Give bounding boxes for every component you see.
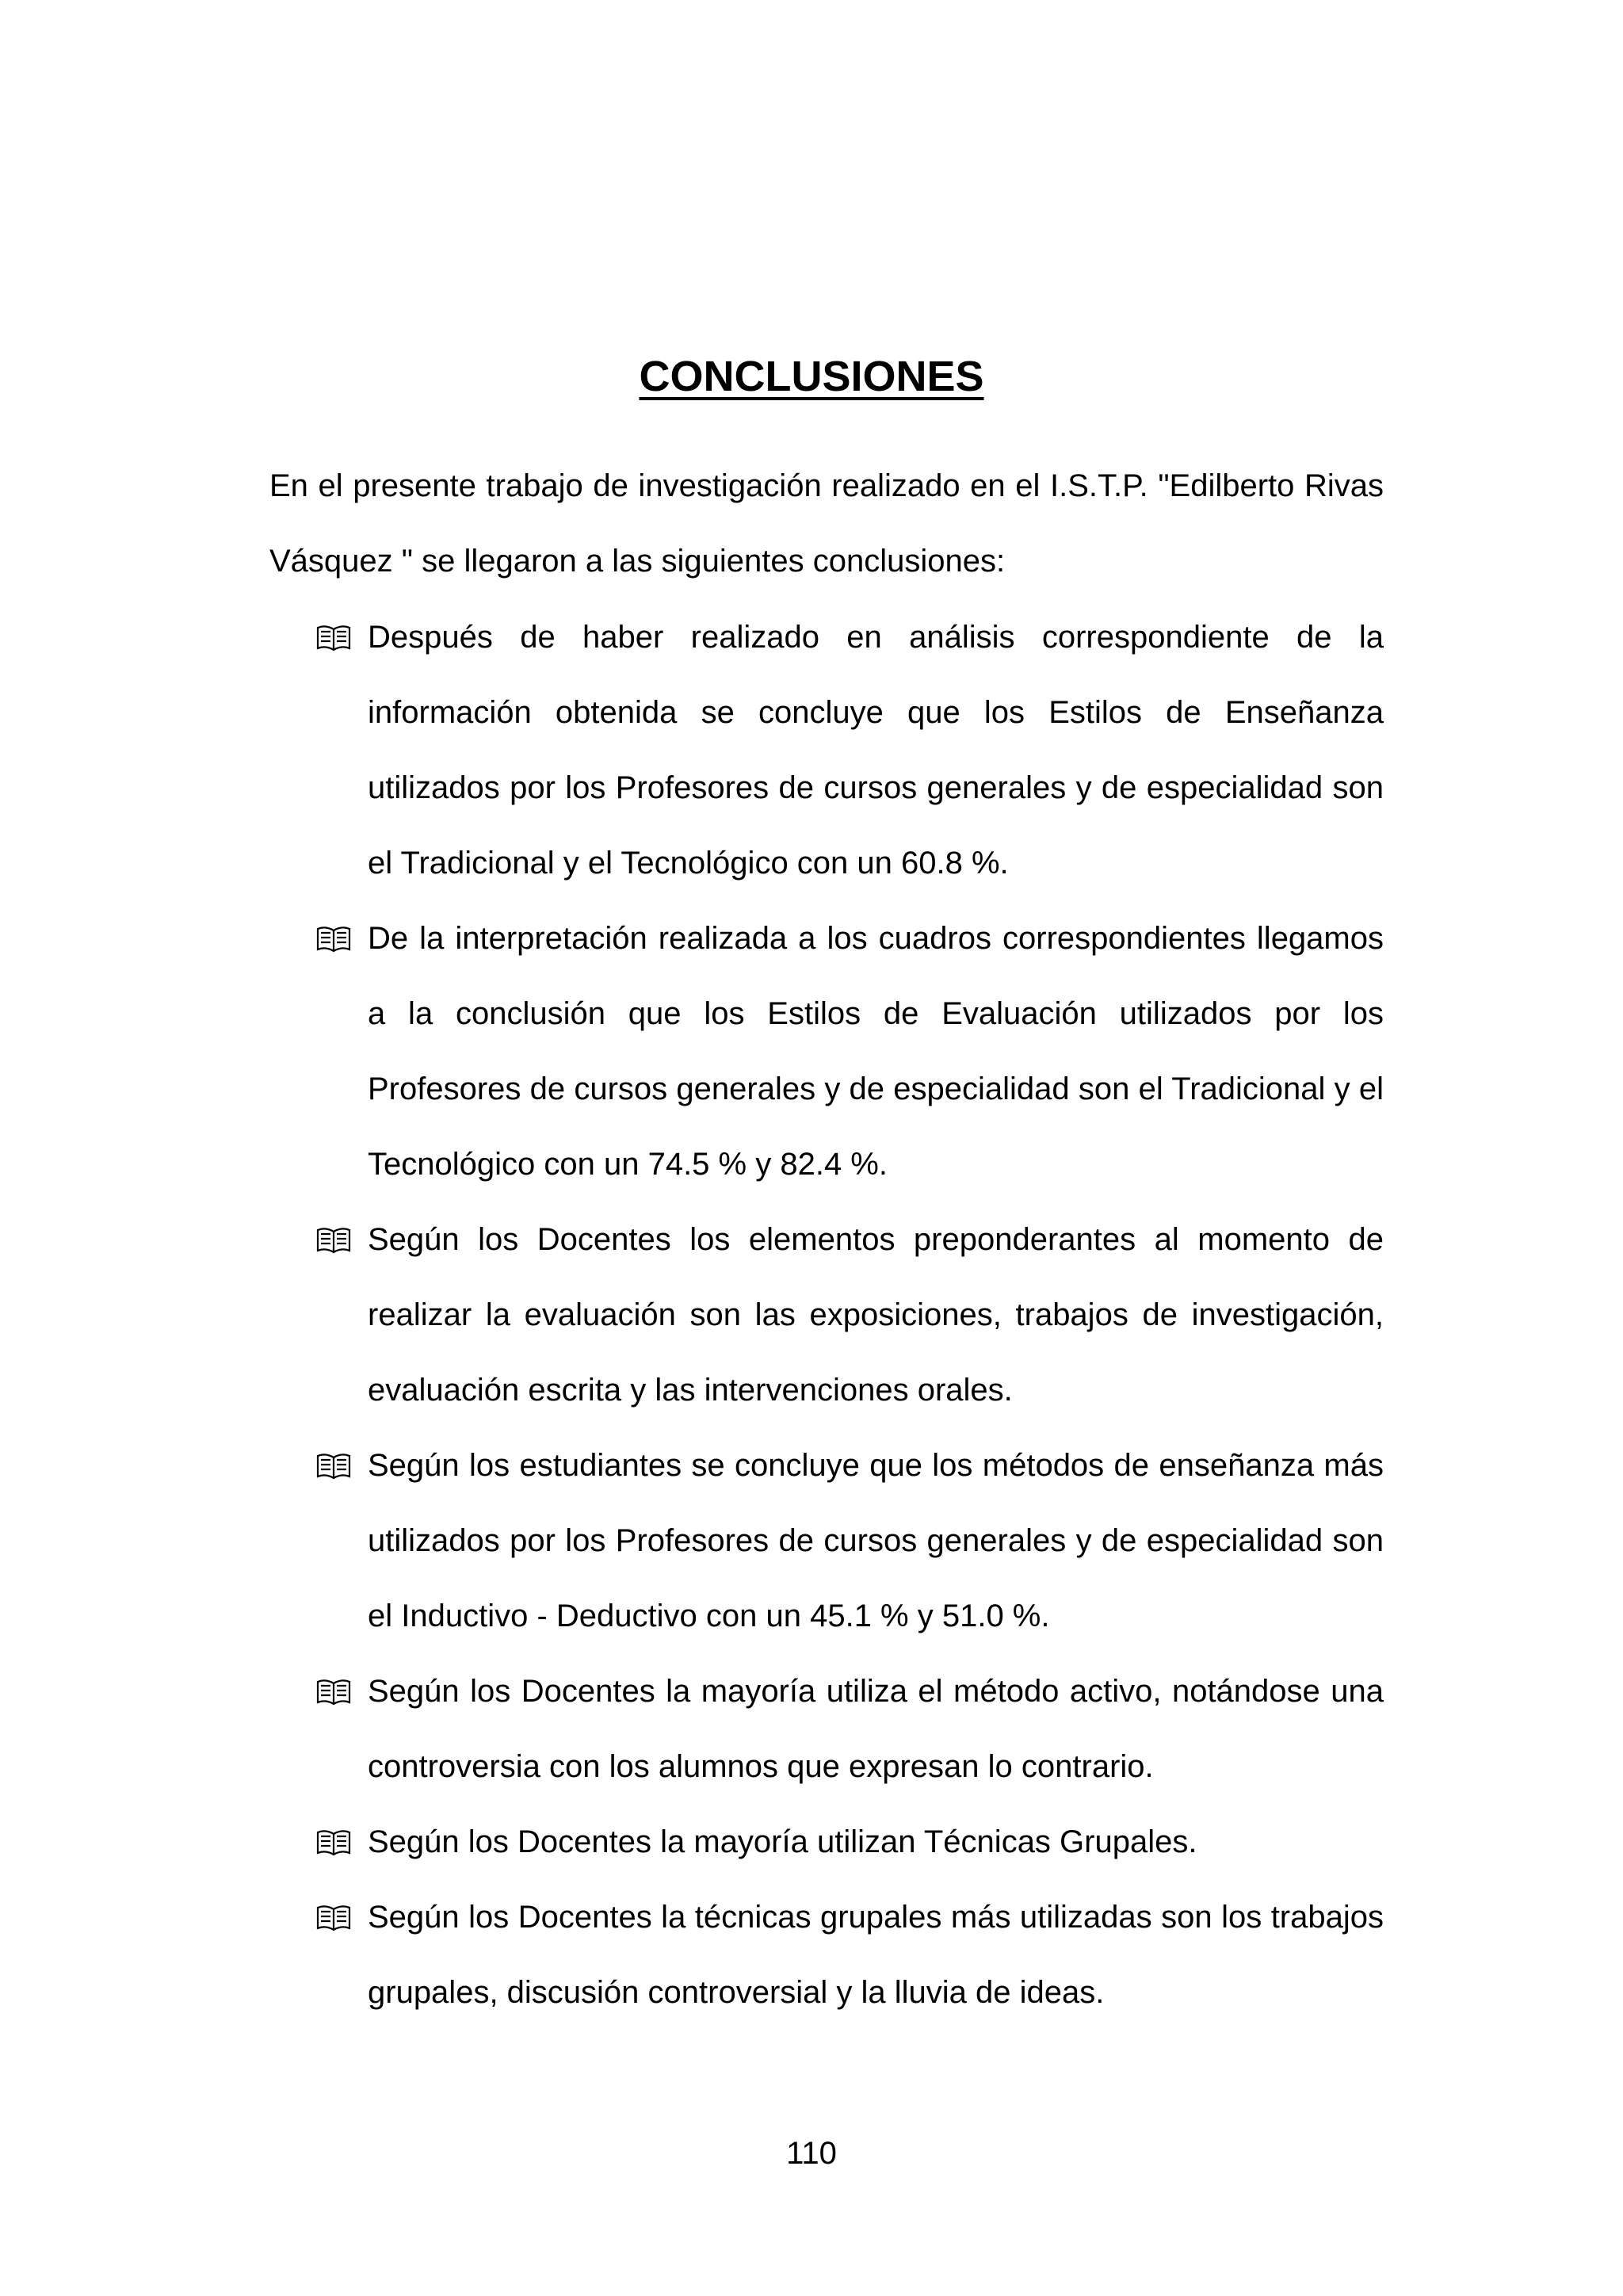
conclusion-text: Según los Docentes la técnicas grupales más utilizadas son los trabajos grupales, discusión controversial y la lluvia de ideas.	[368, 1900, 1384, 2010]
list-item	[315, 1654, 1384, 1805]
intro-paragraph: En el presente trabajo de investigación realizado en el I.S.T.P. "Edilberto Rivas Vásquez " se llegaron a las siguientes conclusiones:	[269, 468, 1384, 579]
list-item	[315, 600, 1384, 901]
open-book-icon	[315, 1828, 352, 1857]
page-title: CONCLUSIONES	[639, 353, 984, 400]
open-book-icon	[315, 1452, 352, 1480]
conclusion-text: Según los Docentes la mayoría utiliza el método activo, notándose una controversia con los alumnos que expresan lo contrario.	[368, 1674, 1384, 1784]
open-book-icon	[315, 1678, 352, 1706]
conclusion-text: Según los estudiantes se concluye que los métodos de enseñanza más utilizados por los Profesores de cursos generales y de especialidad son el Inductivo - Deductivo con un 45.1 % y 51.0 %.	[368, 1448, 1384, 1633]
page-number: 110	[786, 2136, 837, 2171]
conclusion-text: Según los Docentes la mayoría utilizan Técnicas Grupales.	[368, 1824, 1197, 1859]
conclusion-text: Después de haber realizado en análisis correspondiente de la información obtenida se concluye que los Estilos de Enseñanza utilizados por los Profesores de cursos generales y de especialidad son el Tradicional y el Tecnológico con un 60.8 %.	[368, 620, 1384, 881]
list-item	[315, 1202, 1384, 1428]
list-item	[315, 1880, 1384, 2030]
list-item	[315, 1428, 1384, 1654]
conclusion-text: De la interpretación realizada a los cuadros correspondientes llegamos a la conclusión que los Estilos de Evaluación utilizados por los Profesores de cursos generales y de especialidad son el Tradicional y el Tecnológico con un 74.5 % y 82.4 %.	[368, 921, 1384, 1182]
open-book-icon	[315, 1904, 352, 1932]
open-book-icon	[315, 1226, 352, 1255]
conclusion-text: Según los Docentes los elementos preponderantes al momento de realizar la evaluación son las exposiciones, trabajos de investigación, evaluación escrita y las intervenciones orales.	[368, 1222, 1384, 1408]
list-item	[315, 1805, 1384, 1880]
conclusions-list	[315, 600, 1384, 2030]
open-book-icon	[315, 925, 352, 953]
list-item	[315, 901, 1384, 1202]
open-book-icon	[315, 624, 352, 652]
